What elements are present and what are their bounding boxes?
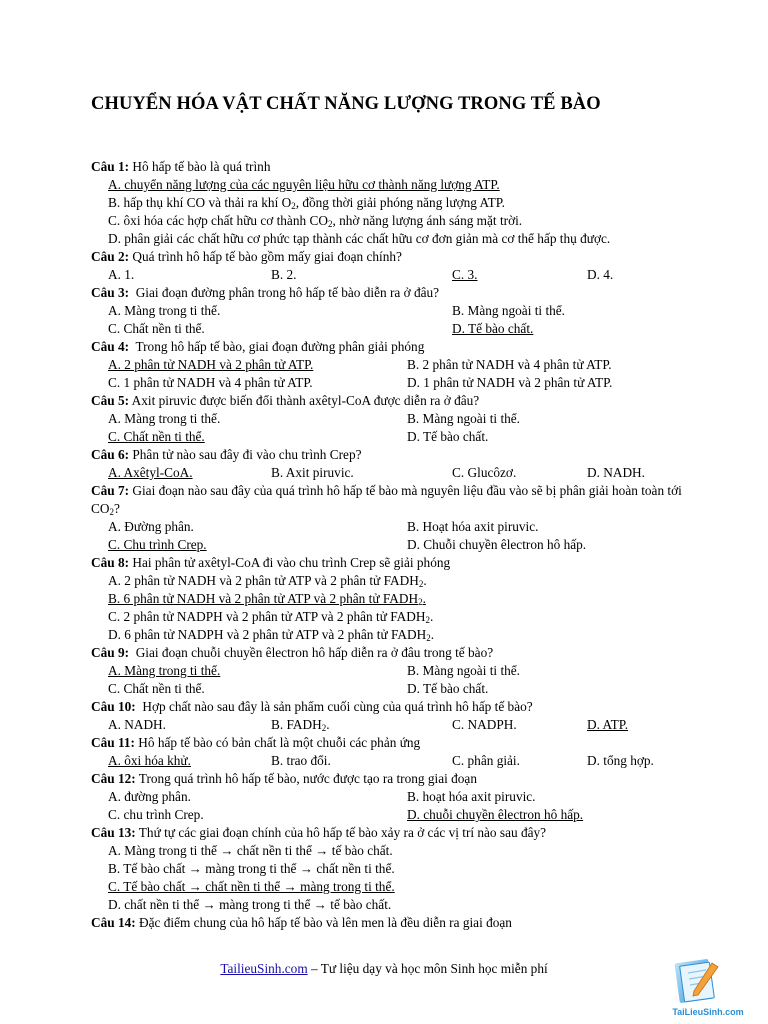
option-c: C. ôxi hóa các hợp chất hữu cơ thành $CO_2$, nhờ năng lượng ánh sáng mặt trời.: [108, 213, 523, 229]
option-c: C. Chất nền ti thể.: [108, 321, 205, 336]
question-13: [91, 824, 691, 914]
option-a-correct: A. Axêtyl-CoA.: [108, 465, 193, 480]
question-number: Câu 11:: [91, 735, 135, 750]
question-10: [91, 698, 691, 734]
option-d: D. Tế bào chất.: [407, 681, 489, 696]
question-1: [91, 158, 691, 248]
question-11: [91, 734, 691, 770]
question-12: [91, 770, 691, 824]
option-d: D. 1 phân tử NADH và 2 phân tử ATP.: [407, 375, 613, 390]
question-8: [91, 554, 691, 644]
option-a: A. 2 phân tử NADH và 2 phân tử ATP và 2 phân tử $FADH_2$.: [108, 573, 427, 589]
option-b: B. Hoạt hóa axit piruvic.: [407, 519, 539, 534]
option-b: B. hấp thụ khí CO và thải ra khí $O_2$, đồng thời giải phóng năng lượng ATP.: [108, 195, 505, 211]
option-c-correct: C. Tế bào chất → chất nền ti thể → màng trong ti thể.: [108, 879, 395, 894]
question-text: Giai đoạn nào sau đây của quá trình hô hấp tế bào mà nguyên liệu đầu vào sẽ bị phân giải hoàn toàn tới $CO_2$?: [91, 483, 682, 517]
option-a: A. Màng trong ti thể.: [108, 303, 221, 318]
option-b: B. 2.: [271, 267, 297, 282]
option-d: D. Chuỗi chuyền êlectron hô hấp.: [407, 537, 587, 552]
option-d: D. Tế bào chất.: [407, 429, 489, 444]
question-14: [91, 914, 691, 932]
footer-tagline: – Tư liệu dạy và học môn Sinh học miễn phí: [307, 961, 548, 976]
option-a: A. Màng trong ti thể.: [108, 411, 221, 426]
option-a: A. NADH.: [108, 717, 166, 732]
question-number: Câu 14:: [91, 915, 136, 930]
question-text: Trong quá trình hô hấp tế bào, nước được tạo ra trong giai đoạn: [138, 771, 477, 786]
question-number: Câu 12:: [91, 771, 136, 786]
option-a-correct: A. ôxi hóa khử.: [108, 753, 191, 768]
question-9: [91, 644, 691, 698]
option-a: A. Đường phân.: [108, 519, 194, 534]
option-a: A. đường phân.: [108, 789, 191, 804]
option-c-correct: C. Chu trình Crep.: [108, 537, 207, 552]
footer-site-link[interactable]: TailieuSinh.com: [220, 961, 308, 976]
question-number: Câu 10:: [91, 699, 136, 714]
option-c-correct: C. Chất nền ti thể.: [108, 429, 205, 444]
question-text: Quá trình hô hấp tế bào gồm mấy giai đoạn chính?: [132, 249, 402, 264]
question-text: Giai đoạn chuỗi chuyền êlectron hô hấp diễn ra ở đâu trong tế bào?: [135, 645, 494, 660]
option-d-correct: D. ATP.: [587, 717, 629, 732]
question-number: Câu 4:: [91, 339, 130, 354]
option-a-correct: A. 2 phân tử NADH và 2 phân tử ATP.: [108, 357, 314, 372]
question-number: Câu 1:: [91, 159, 130, 174]
question-text: Hô hấp tế bào là quá trình: [132, 159, 271, 174]
option-c-correct: C. 3.: [452, 267, 478, 282]
option-d: D. 6 phân tử NADPH và 2 phân tử ATP và 2 phân tử $FADH_2$.: [108, 627, 435, 643]
question-text: Giai đoạn đường phân trong hô hấp tế bào diễn ra ở đâu?: [135, 285, 440, 300]
question-3: [91, 284, 691, 338]
option-d: D. phân giải các chất hữu cơ phức tạp thành các chất hữu cơ đơn giản mà cơ thể hấp thụ được.: [108, 231, 611, 246]
option-b: B. Axit piruvic.: [271, 465, 354, 480]
question-list: [91, 158, 691, 932]
book-pen-icon: [668, 955, 748, 1005]
option-c: C. phân giải.: [452, 753, 520, 768]
option-b: B. hoạt hóa axit piruvic.: [407, 789, 536, 804]
question-number: Câu 7:: [91, 483, 130, 498]
option-a: A. 1.: [108, 267, 135, 282]
question-5: [91, 392, 691, 446]
question-2: [91, 248, 691, 284]
option-b: B. trao đổi.: [271, 753, 331, 768]
question-text: Hô hấp tế bào có bản chất là một chuỗi các phản ứng: [138, 735, 421, 750]
question-number: Câu 13:: [91, 825, 136, 840]
question-number: Câu 5:: [91, 393, 130, 408]
question-number: Câu 3:: [91, 285, 130, 300]
option-c: C. chu trình Crep.: [108, 807, 204, 822]
question-text: Hợp chất nào sau đây là sản phẩm cuối cùng của quá trình hô hấp tế bào?: [142, 699, 533, 714]
option-a-correct: A. chuyển năng lượng của các nguyên liệu hữu cơ thành năng lượng ATP.: [108, 177, 500, 192]
option-c: C. Glucôzơ.: [452, 465, 517, 480]
option-a-correct: A. Màng trong ti thể.: [108, 663, 221, 678]
option-b-correct: B. 6 phân tử NADH và 2 phân tử ATP và 2 phân tử $FADH_2$.: [108, 591, 426, 607]
question-number: Câu 9:: [91, 645, 130, 660]
option-c: C. 2 phân tử NADPH và 2 phân tử ATP và 2 phân tử $FADH_2$.: [108, 609, 434, 625]
option-a: A. Màng trong ti thể → chất nền ti thể → tế bào chất.: [108, 843, 393, 858]
option-b: B. Tế bào chất → màng trong ti thể → chất nền ti thể.: [108, 861, 395, 876]
question-text: Thứ tự các giai đoạn chính của hô hấp tế bào xảy ra ở các vị trí nào sau đây?: [138, 825, 547, 840]
option-b: B. Màng ngoài ti thể.: [407, 411, 521, 426]
question-text: Phân tử nào sau đây đi vào chu trình Crep?: [132, 447, 362, 462]
document-title: CHUYỂN HÓA VẬT CHẤT NĂNG LƯỢNG TRONG TẾ BÀO: [91, 94, 601, 114]
question-text: Hai phân tử axêtyl-CoA đi vào chu trình Crep sẽ giải phóng: [132, 555, 451, 570]
question-text: Đặc điểm chung của hô hấp tế bào và lên men là đều diễn ra giai đoạn: [139, 915, 512, 930]
option-b: B. Màng ngoài ti thể.: [407, 663, 521, 678]
question-number: Câu 2:: [91, 249, 130, 264]
question-text: Trong hô hấp tế bào, giai đoạn đường phân giải phóng: [135, 339, 425, 354]
question-4: [91, 338, 691, 392]
option-b: B. 2 phân tử NADH và 4 phân tử ATP.: [407, 357, 612, 372]
option-d: D. tổng hợp.: [587, 753, 654, 768]
option-c: C. NADPH.: [452, 717, 517, 732]
question-7: [91, 482, 691, 554]
option-d: D. chất nền ti thể → màng trong ti thể → tế bào chất.: [108, 897, 392, 912]
site-logo: [668, 955, 748, 1017]
option-d-correct: D. chuỗi chuyền êlectron hô hấp.: [407, 807, 584, 822]
logo-text: TaiLieuSinh.com: [672, 1007, 744, 1017]
question-6: [91, 446, 691, 482]
option-d: D. 4.: [587, 267, 614, 282]
question-text: Axit piruvic được biến đổi thành axêtyl-CoA được diễn ra ở đâu?: [131, 393, 480, 408]
option-b: B. Màng ngoài ti thể.: [452, 303, 566, 318]
page-footer: [0, 961, 768, 977]
option-d: D. NADH.: [587, 465, 645, 480]
option-c: C. 1 phân tử NADH và 4 phân tử ATP.: [108, 375, 313, 390]
question-number: Câu 6:: [91, 447, 130, 462]
question-number: Câu 8:: [91, 555, 130, 570]
option-b: B. $FADH_2$.: [271, 717, 330, 733]
option-d-correct: D. Tế bào chất.: [452, 321, 534, 336]
option-c: C. Chất nền ti thể.: [108, 681, 205, 696]
